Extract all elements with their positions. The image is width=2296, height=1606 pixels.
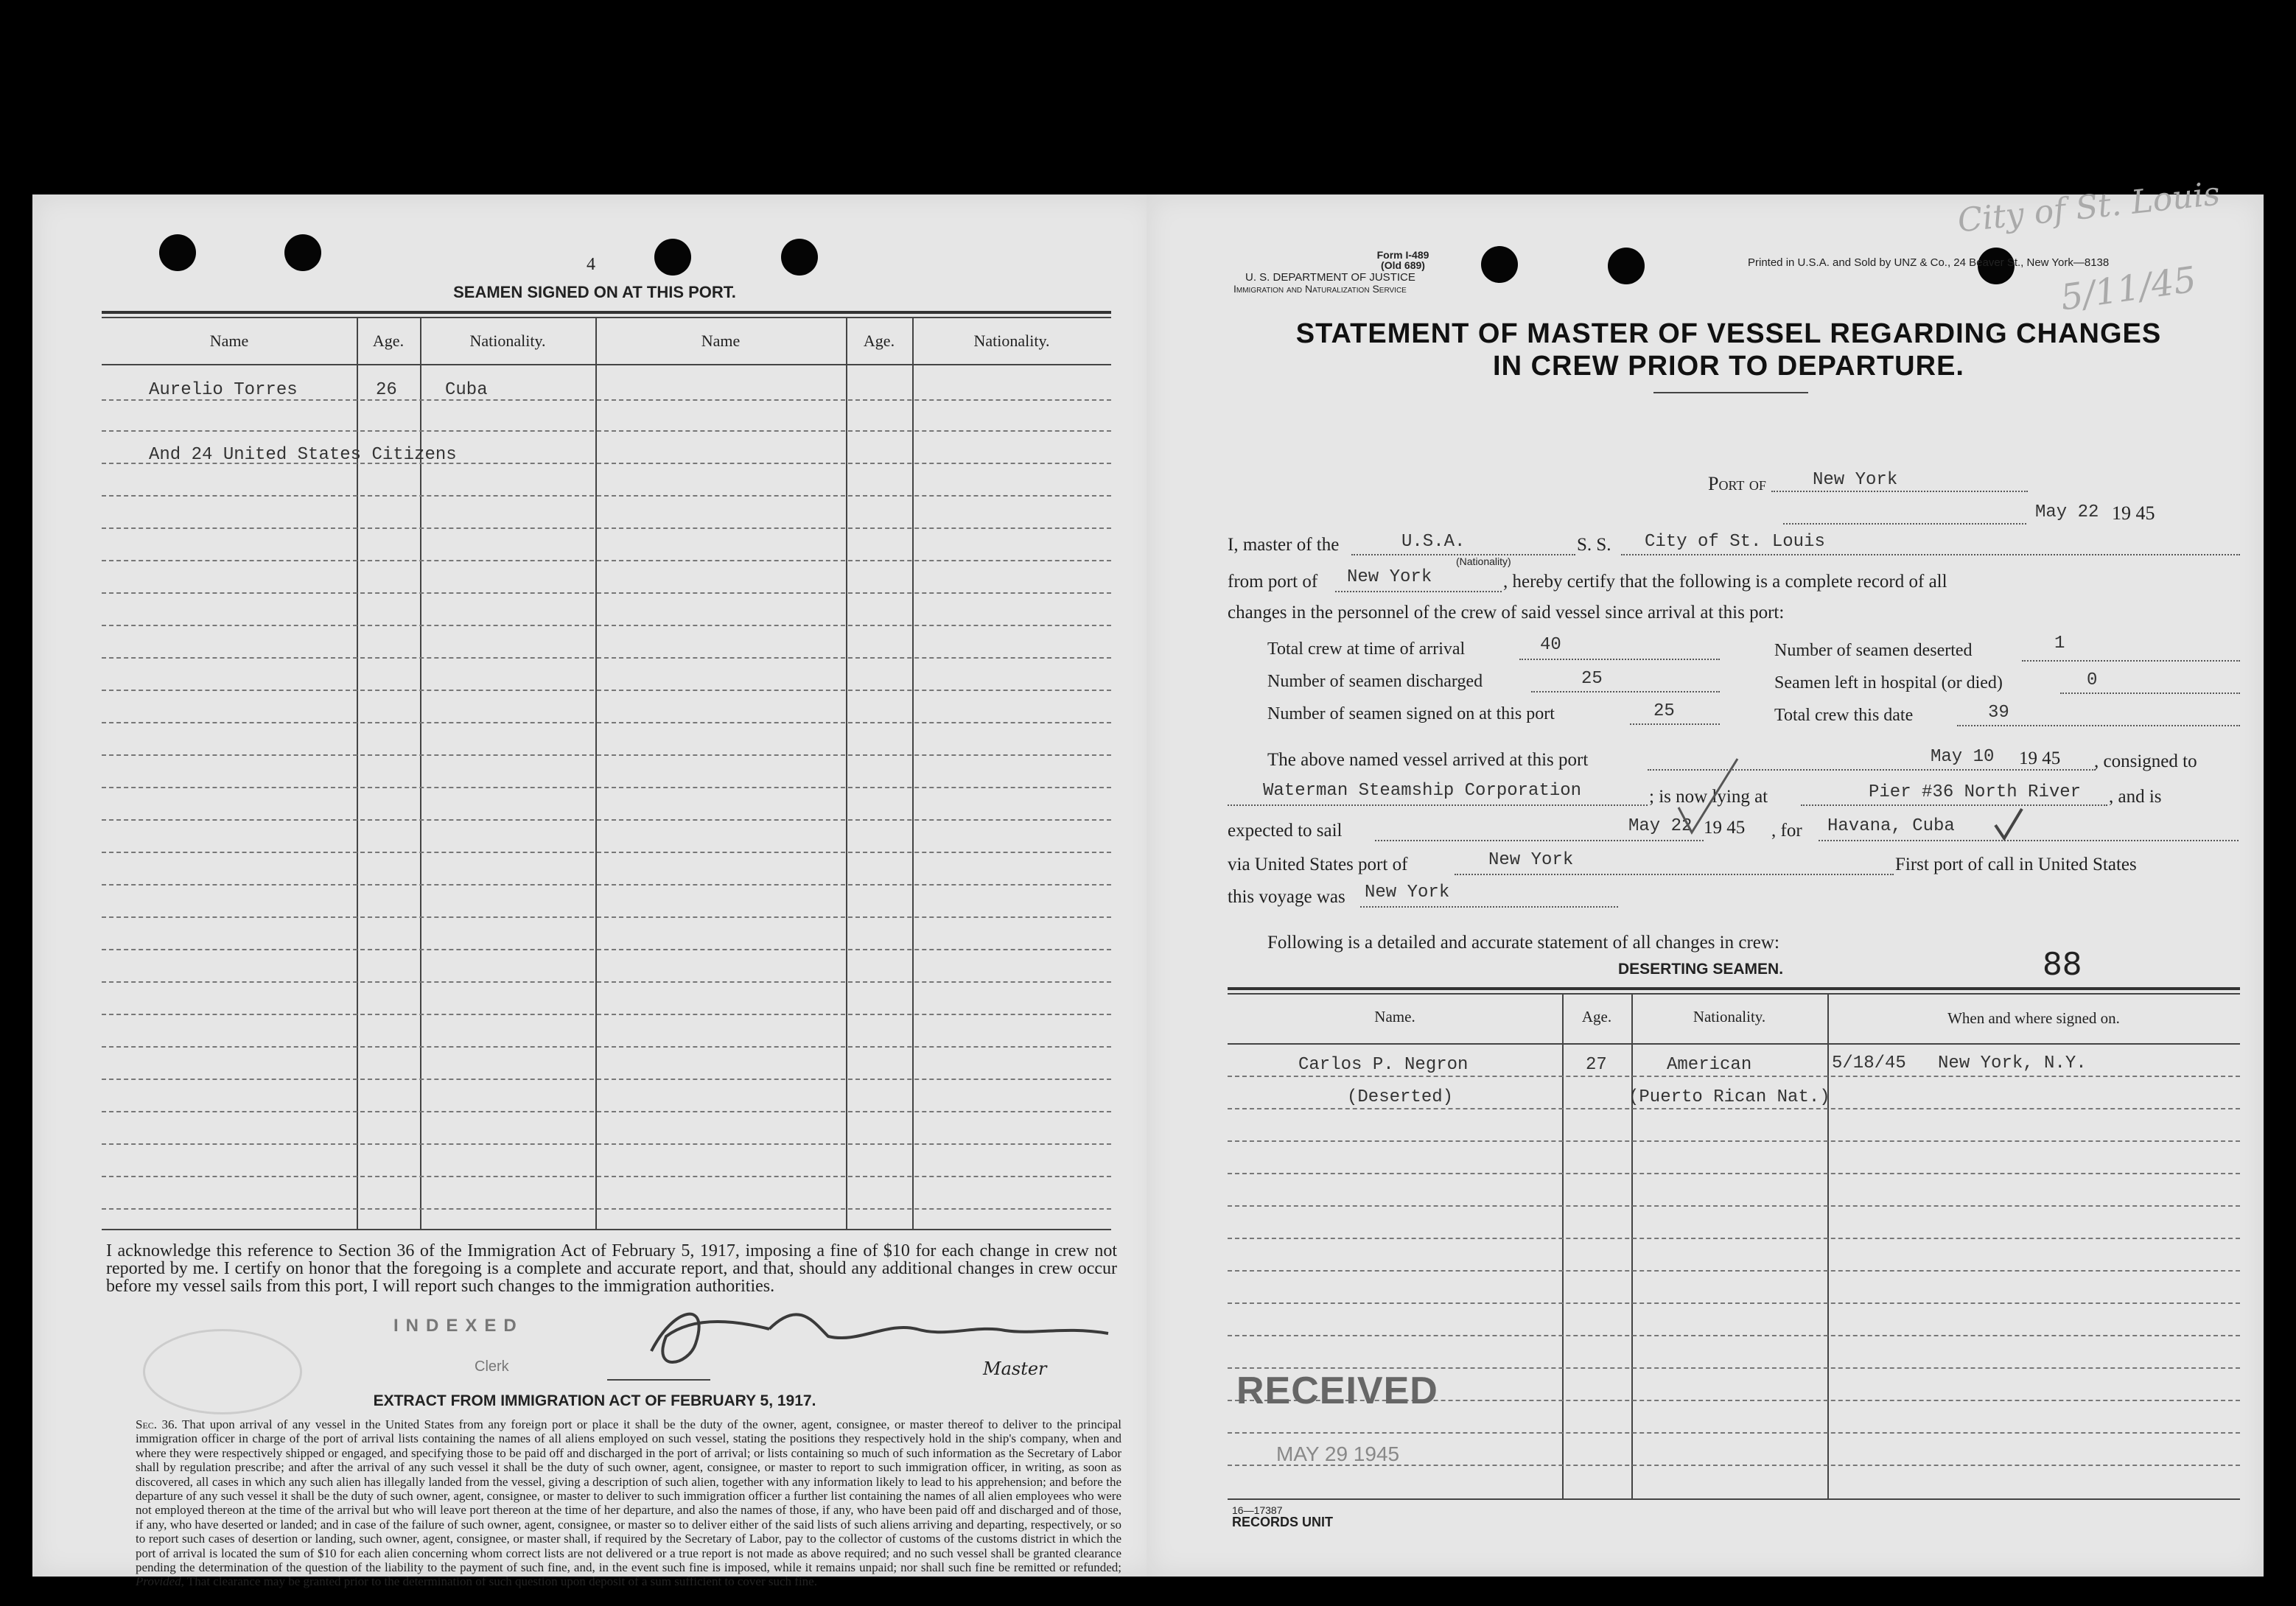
stat-value: 40 (1540, 635, 1561, 655)
vessel-value: City of St. Louis (1645, 532, 1825, 552)
consigned-label: , consigned to (2094, 751, 2197, 771)
form-title-line2: IN CREW PRIOR TO DEPARTURE. (1493, 351, 1964, 382)
handwritten-date: 5/11/45 (2058, 259, 2199, 319)
seaman-age: 26 (376, 380, 397, 400)
service: Immigration and Naturalization Service (1233, 283, 1407, 295)
punch-hole (159, 234, 196, 271)
acknowledgement-text: I acknowledge this reference to Section 36 of the Immigration Act of February 5, 1917, imposing a fine of $10 for each change in crew not reported by me. I certify on honor that the foregoing is a complete and accurate report, and that, should any additional changes in crew occur before my vessel sails from this port, I will report such changes to the immigration authorities. (106, 1241, 1117, 1296)
deserter-status: (Deserted) (1347, 1087, 1454, 1107)
lying-value: Pier #36 North River (1869, 782, 2082, 802)
deserting-heading: DESERTING SEAMEN. (1618, 961, 1784, 978)
table-row (1228, 1432, 2240, 1434)
table-row (102, 884, 1111, 886)
stat-value: 39 (1988, 703, 2009, 723)
table-row (1228, 1076, 2240, 1077)
table-row (102, 690, 1111, 691)
column-divider (595, 318, 597, 1229)
table-row (102, 981, 1111, 983)
column-divider (1562, 995, 1564, 1498)
sail-date-line (1375, 840, 1704, 841)
stat-value: 25 (1581, 669, 1603, 689)
column-divider (912, 318, 914, 1229)
received-date-stamp: MAY 29 1945 (1276, 1442, 1400, 1465)
signature-line (607, 1379, 710, 1381)
table-row (102, 625, 1111, 626)
table-row (102, 657, 1111, 659)
column-header-signed-on: When and where signed on. (1947, 1009, 2120, 1027)
handwritten-ship: City of St. Louis (1956, 175, 2222, 240)
table-row (102, 1143, 1111, 1145)
lying-line (1801, 804, 2107, 806)
deserter-age: 27 (1586, 1055, 1607, 1075)
column-header-age: Age. (863, 332, 895, 350)
stat-line (2060, 692, 2240, 694)
table-rule (102, 1229, 1111, 1230)
table-row (102, 819, 1111, 821)
seaman-name: Aurelio Torres (149, 380, 298, 400)
stat-label: Seamen left in hospital (or died) (1774, 673, 2003, 692)
form-number: Form I-489 (1376, 249, 1429, 261)
table-row (1228, 1335, 2240, 1336)
table-row (102, 949, 1111, 950)
via-label: via United States port of (1228, 855, 1408, 874)
extract-provided: Provided, (136, 1574, 184, 1589)
deserter-nationality-note: (Puerto Rican Nat.) (1628, 1087, 1830, 1107)
column-header-name: Name (209, 332, 249, 350)
lying-label: ; is now lying at (1649, 787, 1768, 807)
column-header-age: Age. (372, 332, 405, 350)
stat-value: 0 (2087, 670, 2098, 690)
right-page (1147, 175, 2264, 1577)
table-row (1228, 1205, 2240, 1207)
punch-hole (1481, 246, 1518, 283)
extract-tail: That clearance may be granted prior to the determination of such question upon deposit of a sum sufficient to cover such fine. (186, 1574, 817, 1589)
footer-unit: RECORDS UNIT (1232, 1515, 1334, 1529)
table-rule (102, 311, 1111, 314)
table-rule (1228, 1498, 2240, 1500)
stat-line (1531, 691, 1720, 692)
from-port-label: from port of (1228, 572, 1318, 592)
extract-text (136, 1417, 1121, 1589)
for-label: , for (1771, 821, 1802, 841)
punch-hole (654, 239, 691, 276)
date-line (1783, 523, 2026, 525)
table-row (102, 1079, 1111, 1080)
table-row (102, 1176, 1111, 1177)
column-divider (846, 318, 847, 1229)
left-page-heading: SEAMEN SIGNED ON AT THIS PORT. (453, 283, 736, 301)
destination-value: Havana, Cuba (1827, 816, 1955, 836)
deserter-signed-on: 5/18/45 New York, N.Y. (1832, 1053, 2087, 1073)
table-row (102, 754, 1111, 756)
column-header-nationality: Nationality. (973, 332, 1050, 350)
table-row (1228, 1140, 2240, 1142)
table-row (1228, 1238, 2240, 1239)
sail-date-value: May 22 (1628, 816, 1693, 836)
table-row (102, 1111, 1111, 1112)
table-rule (102, 364, 1111, 365)
table-row (102, 527, 1111, 529)
deserter-nationality: American (1667, 1055, 1752, 1075)
master-of-label: I, master of the (1228, 535, 1340, 555)
department: U. S. DEPARTMENT OF JUSTICE (1245, 271, 1415, 284)
and-is-label: , and is (2109, 787, 2162, 807)
punch-hole (1608, 248, 1645, 284)
from-port-line (1335, 591, 1502, 592)
punch-hole (284, 234, 321, 271)
port-value: New York (1813, 470, 1898, 490)
punch-hole (781, 239, 818, 276)
table-row (102, 560, 1111, 561)
stat-value: 1 (2054, 634, 2065, 653)
certify-text: , hereby certify that the following is a complete record of all (1503, 572, 1947, 592)
column-divider (1631, 995, 1633, 1498)
table-row (102, 916, 1111, 918)
form-old-number: (Old 689) (1381, 259, 1425, 271)
stat-label: Total crew this date (1774, 706, 1914, 725)
check-mark-icon (1676, 756, 1742, 837)
via-line (1455, 874, 1894, 875)
left-page (32, 194, 1157, 1589)
vessel-line (1621, 554, 2240, 555)
port-label: Port of (1708, 473, 1766, 494)
following-text: Following is a detailed and accurate statement of all changes in crew: (1267, 933, 1779, 953)
table-row (102, 722, 1111, 723)
stat-label: Number of seamen signed on at this port (1267, 704, 1555, 723)
arrived-label: The above named vessel arrived at this port (1267, 750, 1589, 770)
table-row (1228, 1108, 2240, 1109)
seaman-nationality: Cuba (445, 380, 488, 400)
via-value: New York (1488, 850, 1574, 870)
consignee-line (1228, 804, 1648, 806)
port-line (1771, 491, 2028, 492)
arrived-year: 19 45 (2019, 748, 2061, 768)
arrived-value: May 10 (1931, 747, 1995, 767)
stat-line (2022, 660, 2240, 662)
date-value: May 22 (2035, 502, 2099, 522)
extract-heading: EXTRACT FROM IMMIGRATION ACT OF FEBRUARY 5, 1917. (373, 1392, 816, 1409)
column-header-name: Name. (1374, 1008, 1415, 1025)
page-mark: 88 (2043, 946, 2082, 982)
seaman-note: And 24 United States Citizens (149, 445, 457, 465)
voyage-label: this voyage was (1228, 887, 1345, 907)
table-row (102, 430, 1111, 432)
column-header-age: Age. (1581, 1008, 1612, 1025)
stat-line (1519, 659, 1720, 660)
table-row (102, 495, 1111, 497)
table-rule (1228, 987, 2240, 990)
nationality-caption: (Nationality) (1456, 555, 1511, 567)
footer-code: 16—17387 (1232, 1504, 1283, 1516)
table-rule (1228, 1043, 2240, 1045)
form-title-line1: STATEMENT OF MASTER OF VESSEL REGARDING CHANGES (1295, 318, 2162, 349)
nationality-value: U.S.A. (1401, 532, 1466, 552)
from-port-value: New York (1347, 567, 1432, 587)
stat-label: Number of seamen deserted (1774, 641, 1973, 660)
master-signature (607, 1292, 1138, 1381)
voyage-value: New York (1365, 883, 1450, 902)
table-row (102, 592, 1111, 594)
check-mark-icon (1991, 806, 2025, 843)
table-row (102, 1014, 1111, 1015)
table-row (102, 1208, 1111, 1210)
voyage-line (1360, 906, 1618, 908)
stat-label: Total crew at time of arrival (1267, 639, 1466, 659)
consignee-value: Waterman Steamship Corporation (1263, 781, 1582, 801)
extract-section: Sec. 36. (136, 1417, 178, 1431)
table-rule (1228, 993, 2240, 995)
printer-credit: Printed in U.S.A. and Sold by UNZ & Co., 24 Beaver St., New York—8138 (1748, 256, 2110, 269)
clerk-stamp: Clerk (475, 1358, 509, 1375)
table-rule (102, 317, 1111, 318)
table-row (1228, 1173, 2240, 1174)
column-header-nationality: Nationality. (469, 332, 546, 350)
indexed-stamp: INDEXED (393, 1316, 524, 1336)
stat-line (1630, 723, 1720, 725)
table-row (1228, 1302, 2240, 1304)
column-divider (1827, 995, 1829, 1498)
table-row (102, 1046, 1111, 1048)
table-row (102, 787, 1111, 788)
title-rule (1653, 392, 1808, 393)
deserter-name: Carlos P. Negron (1298, 1055, 1469, 1075)
sail-year: 19 45 (1704, 818, 1746, 838)
stat-line (1957, 725, 2240, 726)
master-label: Master (983, 1358, 1047, 1379)
stat-value: 25 (1653, 701, 1675, 721)
certify-text-2: changes in the personnel of the crew of said vessel since arrival at this port: (1228, 603, 1785, 623)
table-row (1228, 1270, 2240, 1272)
first-port-label: First port of call in United States (1895, 855, 2137, 874)
column-header-nationality: Nationality. (1693, 1008, 1766, 1025)
column-header-name: Name (701, 332, 741, 350)
stat-label: Number of seamen discharged (1267, 672, 1483, 691)
page-number: 4 (587, 255, 595, 274)
date-year: 19 45 (2112, 502, 2155, 524)
expected-label: expected to sail (1228, 821, 1343, 841)
table-row (102, 852, 1111, 853)
received-stamp: RECEIVED (1236, 1370, 1438, 1412)
ss-label: S. S. (1577, 535, 1611, 555)
extract-body: That upon arrival of any vessel in the United States from any foreign port or place it shall be the duty of the owner, agent, consignee, or master thereof to deliver to the principal immigration officer in charge of the port of arrival lists containing the names of all aliens employed on such vessel, stating the positions they respectively hold in the ship's company, when and where they were respectively shipped or engaged, and specifying those to be paid off and discharged in the port of arrival; or lists containing so much of such information as the Secretary of Labor shall by regulation prescribe; and after the arrival of any such vessel it shall be the duty of such owner, agent, consignee, or master to report to such immigration officer, in writing, as soon as discovered, all cases in which any such alien has illegally landed from the vessel, giving a description of such alien, together with any information likely to lead to his apprehension; and before the departure of any such vessel it shall be the duty of such owner, agent, consignee, or master to deliver to such immigration officer a further list containing the names of all alien employees who were not employed thereon at the time of the arrival but who will leave port thereon at the time of her departure, and also the names of those, if any, who have been paid off and discharged and of those, if any, who have deserted or landed; and in case of the failure of such owner, agent, consignee, or master so to deliver either of the said lists of such aliens arriving and departing, respectively, or so to report such cases of desertion or landing, such owner, agent, consignee, or master shall, if required by the Secretary of Labor, pay to the collector of customs of the customs district in which the port of arrival is located the sum of $10 for each alien concerning whom correct lists are not delivered or a true report is not made as above required; and no such vessel shall be granted clearance pending the determination of the question of the liability to the payment of such fine, and, in the event such fine is imposed, while it remains unpaid; nor shall such fine be remitted or refunded; (136, 1417, 1121, 1575)
destination-line (1819, 840, 2239, 841)
